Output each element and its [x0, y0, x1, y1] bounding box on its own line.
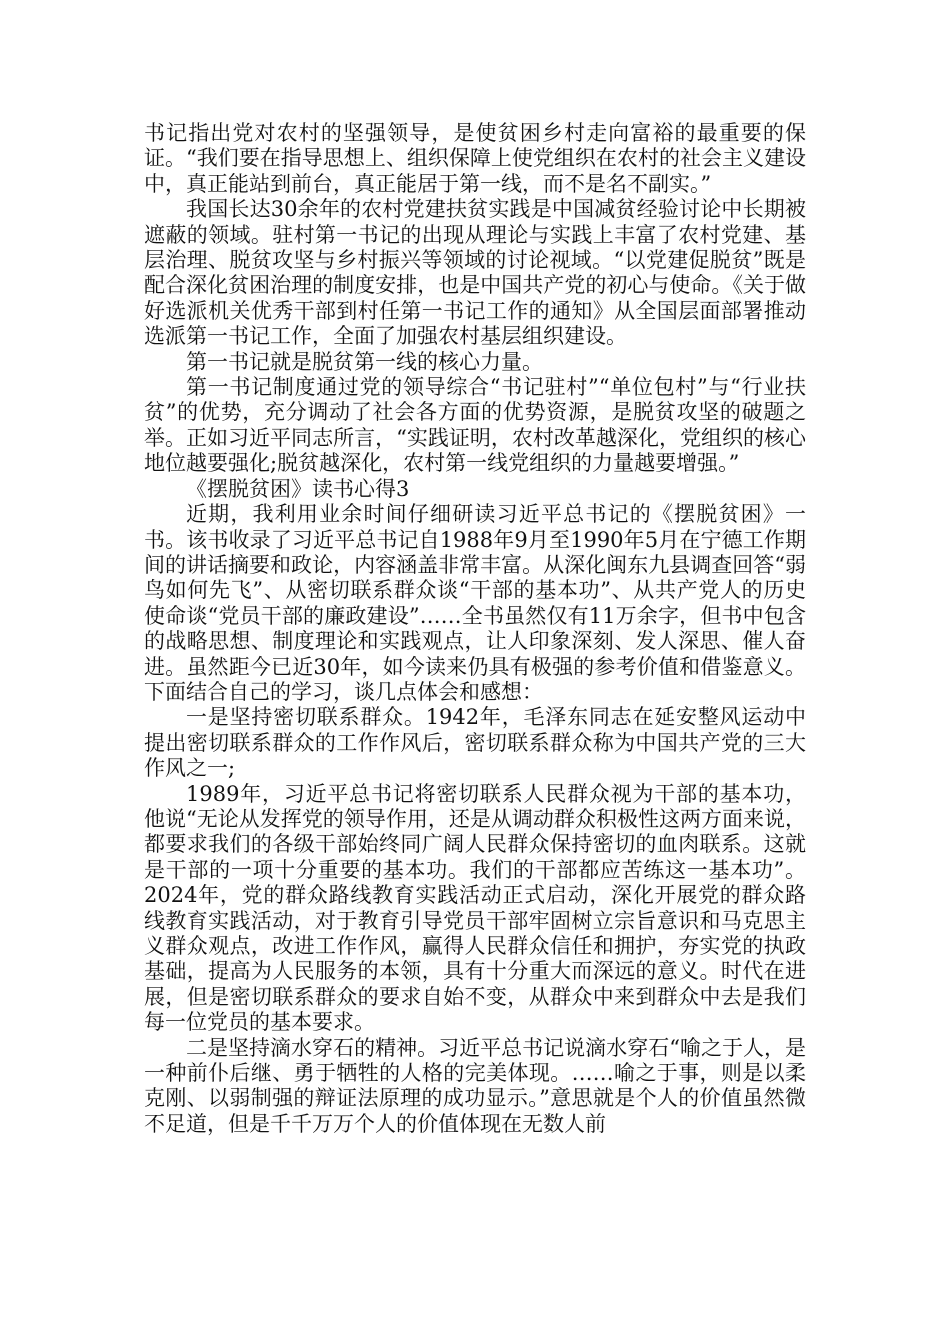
- paragraph-5: 近期，我利用业余时间仔细研读习近平总书记的《摆脱贫困》一书。该书收录了习近平总书记自1988年9月至1990年5月在宁德工作期间的讲话摘要和政论，内容涵盖非常丰富。从深化闽东九县调查回答“弱鸟如何先飞”、从密切联系群众谈“干部的基本功”、从共产党人的历史使命谈“党员干部的廉政建设”……全书虽然仅有11万余字，但书中包含的战略思想、制度理论和实践观点，让人印象深刻、发人深思、催人奋进。虽然距今已近30年，如今读来仍具有极强的参考价值和借鉴意义。下面结合自己的学习，谈几点体会和感想：: [144, 502, 806, 704]
- paragraph-2: 我国长达30余年的农村党建扶贫实践是中国减贫经验讨论中长期被遮蔽的领域。驻村第一书记的出现从理论与实践上丰富了农村党建、基层治理、脱贫攻坚与乡村振兴等领域的讨论视域。“以党建促脱贫”既是配合深化贫困治理的制度安排，也是中国共产党的初心与使命。《关于做好选派机关优秀干部到村任第一书记工作的通知》从全国层面部署推动选派第一书记工作，全面了加强农村基层组织建设。: [144, 197, 806, 349]
- paragraph-4: 第一书记制度通过党的领导综合“书记驻村”“单位包村”与“行业扶贫”的优势，充分调动了社会各方面的优势资源，是脱贫攻坚的破题之举。正如习近平同志所言，“实践证明，农村改革越深化，党组织的核心地位越要强化;脱贫越深化，农村第一线党组织的力量越要增强。”: [144, 375, 806, 476]
- paragraph-6: 一是坚持密切联系群众。1942年，毛泽东同志在延安整风运动中提出密切联系群众的工作作风后，密切联系群众称为中国共产党的三大作风之一;: [144, 705, 806, 781]
- document-body: [144, 121, 806, 1137]
- paragraph-8: 二是坚持滴水穿石的精神。习近平总书记说滴水穿石“喻之于人，是一种前仆后继、勇于牺牲的人格的完美体现。……喻之于事，则是以柔克刚、以弱制强的辩证法原理的成功显示。”意思就是个人的价值虽然微不足道，但是千千万万个人的价值体现在无数人前: [144, 1035, 806, 1136]
- paragraph-1: 书记指出党对农村的坚强领导，是使贫困乡村走向富裕的最重要的保证。“我们要在指导思想上、组织保障上使党组织在农村的社会主义建设中，真正能站到前台，真正能居于第一线，而不是名不副实。”: [144, 121, 806, 196]
- paragraph-3: 第一书记就是脱贫第一线的核心力量。: [186, 349, 543, 374]
- section-heading: 《摆脱贫困》读书心得3: [186, 476, 410, 501]
- paragraph-7: 1989年，习近平总书记将密切联系人民群众视为干部的基本功，他说“无论从发挥党的领导作用，还是从调动群众积极性这两方面来说，都要求我们的各级干部始终同广阔人民群众保持密切的血肉联系。这就是干部的一项十分重要的基本功。我们的干部都应苦练这一基本功”。2024年，党的群众路线教育实践活动正式启动，深化开展党的群众路线教育实践活动，对于教育引导党员干部牢固树立宗旨意识和马克思主义群众观点，改进工作作风，赢得人民群众信任和拥护，夯实党的执政基础，提高为人民服务的本领，具有十分重大而深远的意义。时代在进展，但是密切联系群众的要求自始不变，从群众中来到群众中去是我们每一位党员的基本要求。: [144, 781, 806, 1035]
